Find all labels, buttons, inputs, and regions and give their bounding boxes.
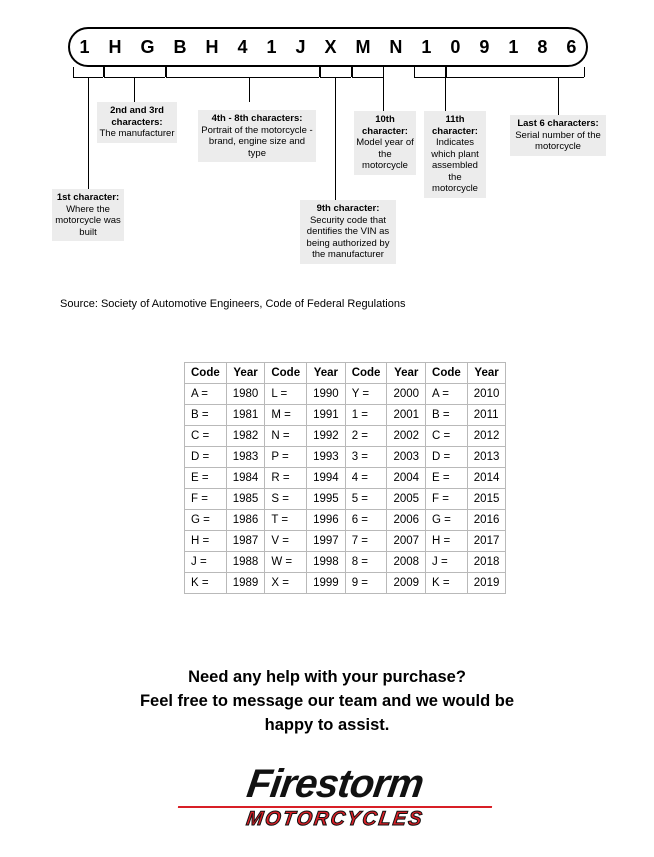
cell-code: 3 = [345,447,387,468]
vin-char: H [205,37,219,57]
cell-code: S = [265,489,307,510]
logo-subtext: MOTORCYCLES [244,808,426,830]
cell-year: 1988 [226,552,265,573]
table-row [185,573,506,594]
cell-code: A = [426,384,468,405]
cell-year: 1986 [226,510,265,531]
table-row [185,510,506,531]
bracket-line [320,67,321,77]
bracket-line [166,77,319,78]
vin-number-box [68,27,588,67]
callout-title: 9th character: [316,203,380,214]
cell-year: 1990 [307,384,346,405]
bracket-line [414,67,415,77]
callout-title: 2nd and 3rd characters: [110,105,164,128]
cell-year: 1997 [307,531,346,552]
table-row [185,405,506,426]
cell-code: 7 = [345,531,387,552]
cell-code: D = [185,447,227,468]
cell-code: A = [185,384,227,405]
source-note: Source: Society of Automotive Engineers, Code of Federal Regulations [60,298,406,310]
vin-diagram [0,0,654,310]
table-row [185,552,506,573]
cell-code: K = [185,573,227,594]
bracket-line [383,67,384,77]
column-header: Code [265,363,307,384]
cell-year: 2010 [467,384,506,405]
vin-char: J [295,37,306,57]
vin-char: 1 [508,37,519,57]
cell-code: W = [265,552,307,573]
cell-year: 2001 [387,405,426,426]
cell-code: 1 = [345,405,387,426]
help-line-1: Need any help with your purchase? [188,668,466,686]
cell-year: 2012 [467,426,506,447]
callout-title: 11th character: [432,114,478,137]
cell-year: 2003 [387,447,426,468]
cell-year: 2013 [467,447,506,468]
callout-last-six-characters [510,115,606,156]
cell-year: 2016 [467,510,506,531]
cell-code: 2 = [345,426,387,447]
callout-body: Serial number of the motorcycle [515,129,601,152]
help-message [0,665,654,737]
column-header: Code [426,363,468,384]
cell-year: 2000 [387,384,426,405]
cell-year: 1993 [307,447,346,468]
callout-tenth-character [354,111,416,175]
column-header: Year [307,363,346,384]
callout-title: Last 6 characters: [517,118,599,129]
vin-char: H [108,37,122,57]
leader-line [134,77,135,102]
callout-body: Where the motorcycle was built [55,203,121,238]
cell-code: L = [265,384,307,405]
logo-wordmark: Firestorm [244,762,426,806]
cell-year: 2019 [467,573,506,594]
cell-code: M = [265,405,307,426]
table-row [185,426,506,447]
table-header-row [185,363,506,384]
column-header: Year [467,363,506,384]
callout-title: 4th - 8th characters: [211,113,303,124]
year-code-table [184,362,506,594]
cell-year: 2014 [467,468,506,489]
leader-line [558,77,559,115]
cell-code: 8 = [345,552,387,573]
callout-body: Model year of the motorcycle [356,137,414,171]
cell-year: 1991 [307,405,346,426]
cell-year: 2011 [467,405,506,426]
cell-year: 1989 [226,573,265,594]
column-header: Year [387,363,426,384]
cell-code: D = [426,447,468,468]
column-header: Year [226,363,265,384]
vin-char: M [355,37,371,57]
cell-year: 1994 [307,468,346,489]
cell-code: P = [265,447,307,468]
cell-year: 2002 [387,426,426,447]
bracket-line [352,77,383,78]
cell-year: 2015 [467,489,506,510]
callout-body: The manufacturer [99,128,175,139]
cell-code: 6 = [345,510,387,531]
help-line-3: happy to assist. [264,716,390,734]
callout-first-character [52,189,124,241]
cell-year: 2004 [387,468,426,489]
callout-title: 1st character: [56,192,120,203]
cell-year: 1980 [226,384,265,405]
vin-char: 1 [266,37,277,57]
table-row [185,384,506,405]
cell-code: 4 = [345,468,387,489]
vin-char: 1 [421,37,432,57]
cell-code: G = [185,510,227,531]
bracket-line [166,67,167,77]
cell-year: 1998 [307,552,346,573]
bracket-line [352,67,353,77]
cell-code: E = [426,468,468,489]
cell-code: V = [265,531,307,552]
cell-code: E = [185,468,227,489]
cell-code: B = [426,405,468,426]
vin-char: G [140,37,155,57]
bracket-line [446,67,447,77]
callout-body: Indicates which plant assembled the motorcycle [431,137,479,194]
vin-char: 9 [479,37,490,57]
firestorm-motorcycles-logo [170,762,500,844]
bracket-line [414,77,445,78]
cell-year: 1992 [307,426,346,447]
vin-char: N [389,37,403,57]
cell-code: F = [185,489,227,510]
callout-second-third-characters [97,102,177,143]
bracket-line [446,77,584,78]
column-header: Code [345,363,387,384]
cell-year: 2007 [387,531,426,552]
cell-year: 2008 [387,552,426,573]
leader-line [335,77,336,200]
cell-code: C = [426,426,468,447]
cell-code: B = [185,405,227,426]
callout-body: Security code that dentifies the VIN as being authorized by the manufacturer [306,214,390,260]
cell-year: 1996 [307,510,346,531]
cell-code: C = [185,426,227,447]
cell-year: 1995 [307,489,346,510]
table-row [185,447,506,468]
vin-char: X [324,37,337,57]
cell-code: 9 = [345,573,387,594]
callout-title: 10th character: [362,114,408,137]
table-row [185,531,506,552]
leader-line [383,77,384,111]
cell-code: X = [265,573,307,594]
cell-code: Y = [345,384,387,405]
cell-year: 1983 [226,447,265,468]
cell-year: 1985 [226,489,265,510]
cell-code: N = [265,426,307,447]
cell-code: K = [426,573,468,594]
bracket-line [104,67,105,77]
bracket-line [73,67,74,77]
cell-year: 2005 [387,489,426,510]
cell-year: 2006 [387,510,426,531]
cell-year: 2018 [467,552,506,573]
cell-code: 5 = [345,489,387,510]
vin-char: B [173,37,187,57]
cell-code: R = [265,468,307,489]
callout-body: Portrait of the motorcycle - brand, engine size and type [201,124,313,159]
cell-code: H = [426,531,468,552]
cell-year: 1984 [226,468,265,489]
leader-line [249,77,250,102]
vin-char: 8 [537,37,548,57]
cell-code: J = [426,552,468,573]
bracket-line [584,67,585,77]
cell-code: G = [426,510,468,531]
table-row [185,468,506,489]
cell-year: 1999 [307,573,346,594]
leader-line [445,77,446,111]
cell-year: 1987 [226,531,265,552]
cell-year: 2009 [387,573,426,594]
cell-year: 1981 [226,405,265,426]
vin-char: 6 [566,37,577,57]
vin-char: 1 [79,37,90,57]
cell-code: J = [185,552,227,573]
table-row [185,489,506,510]
help-line-2: Feel free to message our team and we would be [139,692,515,710]
column-header: Code [185,363,227,384]
leader-line [88,77,89,189]
vin-char: 0 [450,37,461,57]
cell-code: H = [185,531,227,552]
cell-code: T = [265,510,307,531]
cell-year: 1982 [226,426,265,447]
callout-ninth-character [300,200,396,264]
callout-eleventh-character [424,111,486,198]
callout-fourth-eighth-characters [198,110,316,162]
cell-year: 2017 [467,531,506,552]
cell-code: F = [426,489,468,510]
vin-char: 4 [237,37,248,57]
